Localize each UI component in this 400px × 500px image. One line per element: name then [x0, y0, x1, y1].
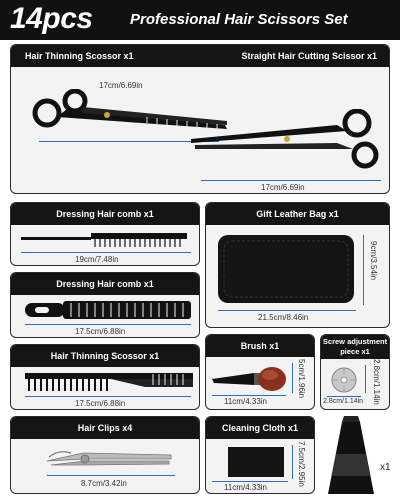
- comb1-size-line: [21, 252, 191, 253]
- brush-label: Brush x1: [206, 335, 314, 357]
- clips-panel: [10, 416, 200, 494]
- cutting-size: 17cm/6.69in: [261, 183, 305, 192]
- cutting-scissor-image: [187, 109, 387, 179]
- screw-piece-image: [327, 365, 361, 395]
- scissors-panel: [10, 44, 390, 194]
- title-banner: [0, 0, 400, 40]
- comb3-size: 17.5cm/6.88in: [75, 399, 126, 408]
- brush-height: 5cm/1.96in: [297, 359, 306, 399]
- screw-label: [321, 335, 389, 359]
- clips-size: 8.7cm/3.42in: [81, 479, 127, 488]
- brush-width-line: [212, 395, 286, 396]
- banner-subtitle: Professional Hair Scissors Set: [130, 11, 348, 28]
- screw-width-line: [327, 396, 361, 397]
- cloth-label: Cleaning Cloth x1: [206, 417, 314, 439]
- clips-label: Hair Clips x4: [11, 417, 199, 439]
- brush-panel: [205, 334, 315, 410]
- bag-width-line: [218, 310, 356, 311]
- cloth-panel: [205, 416, 315, 494]
- bag-label: Gift Leather Bag x1: [206, 203, 389, 225]
- screw-label-text: Screw adjustment piece x1: [322, 337, 388, 356]
- comb1-size: 19cm/7.48in: [75, 255, 119, 264]
- cutting-comb-image: [25, 371, 195, 395]
- bag-height: 9cm/3.54in: [369, 241, 378, 281]
- cutting-cape-image: [326, 414, 376, 498]
- barber-comb-image: [25, 299, 195, 321]
- thinning-size: 17cm/6.69in: [99, 81, 143, 90]
- comb1-label: Dressing Hair comb x1: [11, 203, 199, 225]
- bag-height-line: [363, 235, 364, 305]
- comb2-size: 17.5cm/6.88in: [75, 327, 126, 336]
- comb3-label: Hair Thinning Scossor x1: [11, 345, 199, 367]
- brush-width: 11cm/4.33in: [224, 397, 267, 406]
- piece-count: 14pcs: [10, 2, 93, 35]
- comb3-panel: [10, 344, 200, 410]
- thinning-scissor-label: Hair Thinning Scossor x1: [11, 45, 201, 67]
- cloth-height: 7.5cm/2.95in: [297, 441, 306, 487]
- screw-height: 2.8cm/1.14in: [372, 359, 381, 405]
- cutting-scissor-label: Straight Hair Cutting Scissor x1: [201, 45, 389, 67]
- brush-height-line: [292, 363, 293, 393]
- leather-bag-image: [216, 233, 356, 305]
- cutting-size-line: [201, 180, 381, 181]
- screw-height-line: [365, 365, 366, 393]
- comb2-panel: [10, 272, 200, 338]
- cloth-height-line: [292, 445, 293, 479]
- cleaning-cloth-image: [226, 445, 286, 479]
- screw-width: 2.8cm/1.14in: [323, 398, 364, 405]
- cape-qty: x1: [380, 462, 391, 473]
- comb3-size-line: [25, 396, 191, 397]
- screw-panel: [320, 334, 390, 410]
- comb1-panel: [10, 202, 200, 266]
- bag-width: 21.5cm/8.46in: [258, 313, 309, 322]
- cloth-width: 11cm/4.33in: [224, 483, 267, 492]
- clips-size-line: [47, 475, 175, 476]
- cloth-width-line: [212, 481, 288, 482]
- comb2-size-line: [25, 324, 191, 325]
- tail-comb-image: [21, 229, 191, 249]
- comb2-label: Dressing Hair comb x1: [11, 273, 199, 295]
- hair-clip-image: [45, 447, 175, 469]
- neck-brush-image: [210, 363, 288, 393]
- bag-panel: [205, 202, 390, 328]
